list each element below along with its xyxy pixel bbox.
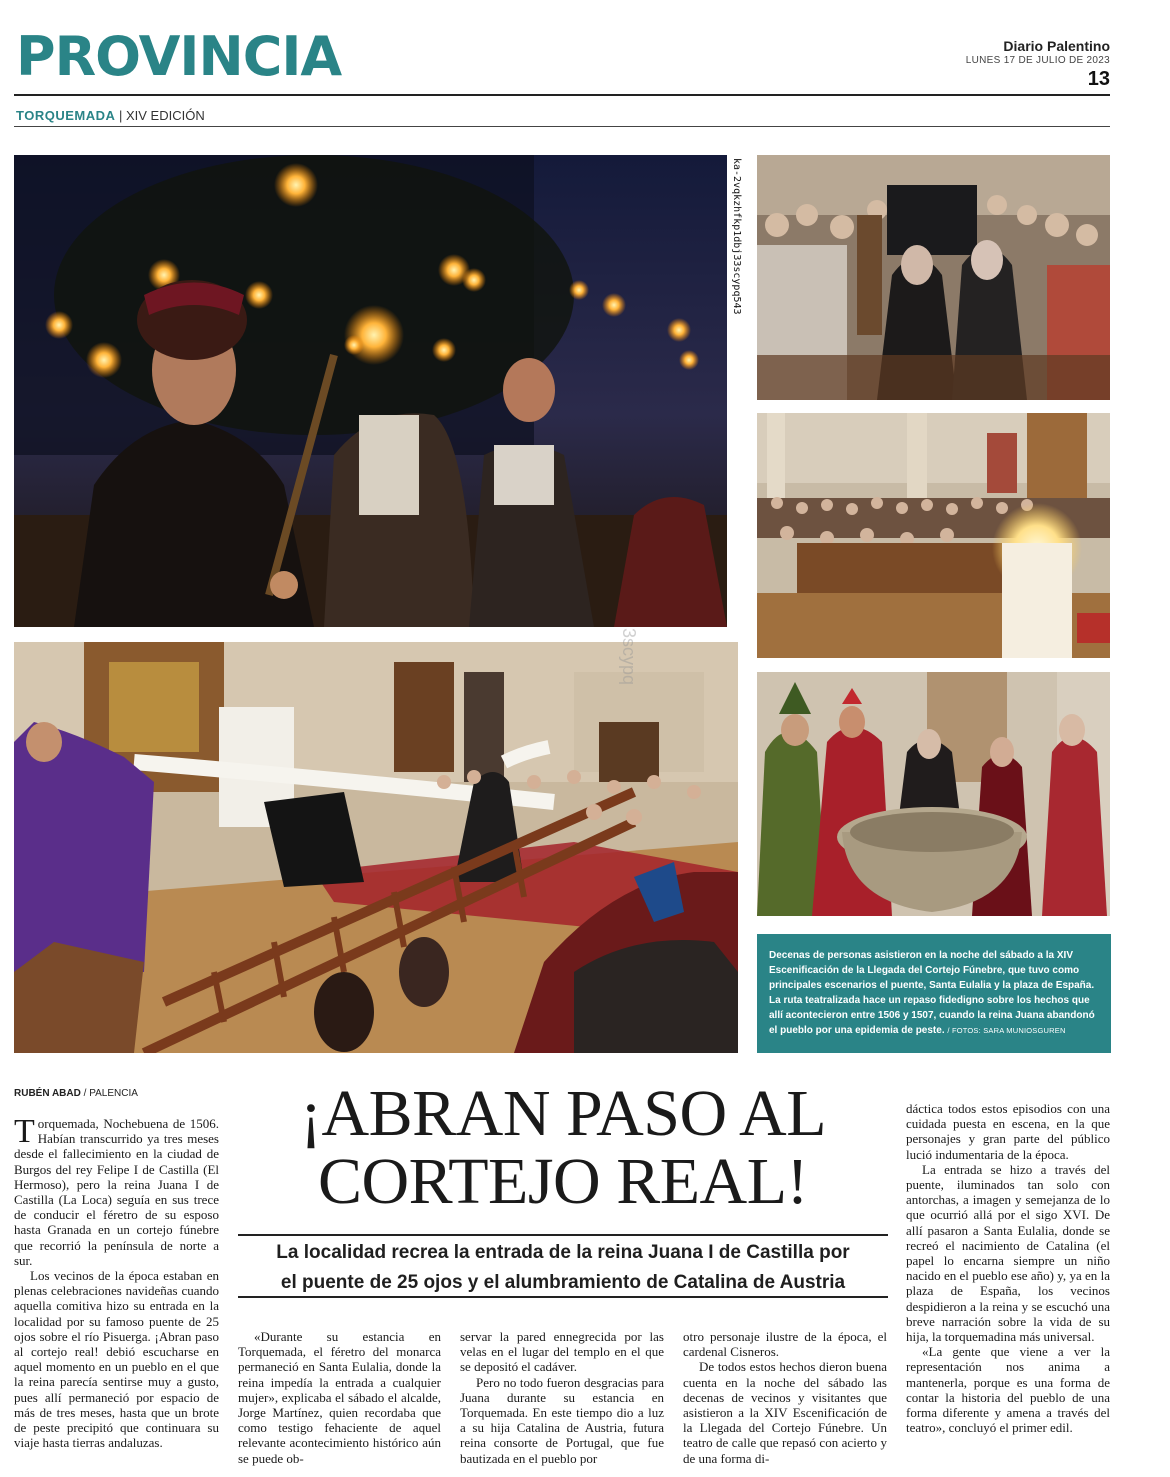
paragraph: Pero no todo fueron desgracias para Juana durante su estancia en Torquemada. En este tiempo dio a luz a su hija Catalina de Austria, futura reina consorte de Portugal, que fue bautizada en el pueblo por [460,1374,664,1466]
byline [14,1088,138,1099]
photo-funeral-procession [14,642,738,1053]
subheadline-line-1: La localidad recrea la entrada de la reina Juana I de Castilla por [276,1242,850,1263]
photo-credit: / FOTOS: SARA MUNIOSGUREN [947,1026,1066,1035]
photo-code: ka-2vqkzhfkp1dbj33scypq543 [731,158,742,315]
paragraph: De todos estos hechos dieron buena cuenta en la noche del sábado las decenas de vecinos y visitantes que asistieron a la XIV Escenificación de la Llegada del Cortejo Fúnebre. Un teatro de calle que repasó con acierto y de una forma di- [683,1359,887,1466]
photo-baptism [757,672,1110,916]
paragraph: «Durante su estancia en Torquemada, el féretro del monarca permaneció en Santa Eulalia, donde la reina impedía la entrada a cualquier mujer», explicaba el sábado el alcalde, Jorge Martínez, quien recordaba que como testigo fehaciente de aquel relevante acontecimiento histórico aún se puede ob- [238,1329,441,1466]
headline-line-2: CORTEJO REAL! [317,1145,808,1218]
article-column-3 [460,1329,664,1466]
article-column-4 [683,1329,887,1466]
newspaper-name: Diario Palentino [1003,38,1110,54]
photo-mourners [757,155,1110,400]
subsection-label [16,108,205,123]
paragraph: La entrada se hizo a través del puente, iluminados tan solo con antorchas, a imagen y semejanza de lo que ocurrió allá por el sigo XVI. De allí pasaron a Santa Eulalia, donde se recreó el nacimiento de Catalina (el papel lo encarna siempre un niño nacido en el pueblo ese año) y, ya en la plaza de España, los vecinos despidieron a la reina y se escuchó una breve narración sobre la vida de su hija, la torquemadina más universal. [906,1161,1110,1345]
kicker: TORQUEMADA [16,108,116,123]
paragraph: «La gente que viene a ver la representación nos anima a mantenerla, porque es una forma de contar la historia del pueblo de una forma diferente y amena a través del teatro», concluyó el primer edil. [906,1344,1110,1436]
deck-rule-top [238,1234,888,1236]
paragraph: Los vecinos de la época estaban en plenas celebraciones navideñas cuando aquella comitiva hizo su entrada en la localidad por su famoso puente de 25 ojos sobre el río Pisuerga. ¡Abran paso al cortejo real! debió escucharse en aquel momento en un pueblo en el que la reina parecía sentirse muy a gusto, pues allí permaneció por espacio de más de tres meses, hasta que un brote de peste precipitó que continuara su viaje hasta tierras andaluzas. [14,1268,219,1451]
headline-line-1: ¡ABRAN PASO AL [299,1077,827,1150]
article-column-2 [238,1329,441,1466]
photo-torch-procession [14,155,727,627]
paragraph: dáctica todos estos episodios con una cuidada puesta en escena, en la que personajes y gran parte del público lució indumentaria de la época. [906,1101,1110,1162]
section-title: PROVINCIA [16,25,342,88]
byline-location: / PALENCIA [83,1088,138,1099]
photo-caption [757,934,1111,1053]
publication-date: LUNES 17 DE JULIO DE 2023 [965,55,1110,66]
author-name: RUBÉN ABAD [14,1088,81,1099]
page-number: 13 [1087,68,1110,90]
article-column-5 [906,1101,1110,1435]
drop-cap: T [14,1113,35,1150]
headline [238,1077,888,1218]
subsection-rule [14,126,1110,127]
paragraph: Torquemada, Nochebuena de 1506. Habían transcurrido ya tres meses desde el fallecimiento en la ciudad de Burgos del rey Felipe I de Castilla (El Hermoso), pero la reina Juana I de Castilla (La Loca) seguía en sus trece de conducir el féretro de su esposo hasta Granada en un cortejo fúnebre que recorrió la península de norte a sur. [14,1113,219,1268]
caption-text: Decenas de personas asistieron en la noche del sábado a la XIV Escenificación de la Llegada del Cortejo Fúnebre, que tuvo como principales escenarios el puente, Santa Eulalia y la plaza de España. La ruta teatralizada hace un repaso fidedigno sobre los hechos que allí acontecieron entre 1506 y 1507, cuando la reina Juana abandonó el pueblo por una epidemia de peste. [769,950,1095,1036]
article-column-1 [14,1113,219,1451]
masthead [966,38,1110,91]
paragraph: otro personaje ilustre de la época, el cardenal Cisneros. [683,1329,887,1360]
header-rule [14,94,1110,96]
deck-rule-bottom [238,1296,888,1298]
photo-church-interior [757,413,1110,658]
subheadline [238,1238,888,1298]
edition-label: | XIV EDICIÓN [119,108,205,123]
watermark: 3scypq [619,628,639,686]
paragraph: servar la pared ennegrecida por las velas en el lugar del templo en el que se depositó el cadáver. [460,1329,664,1375]
subheadline-line-2: el puente de 25 ojos y el alumbramiento de Catalina de Austria [280,1272,846,1293]
